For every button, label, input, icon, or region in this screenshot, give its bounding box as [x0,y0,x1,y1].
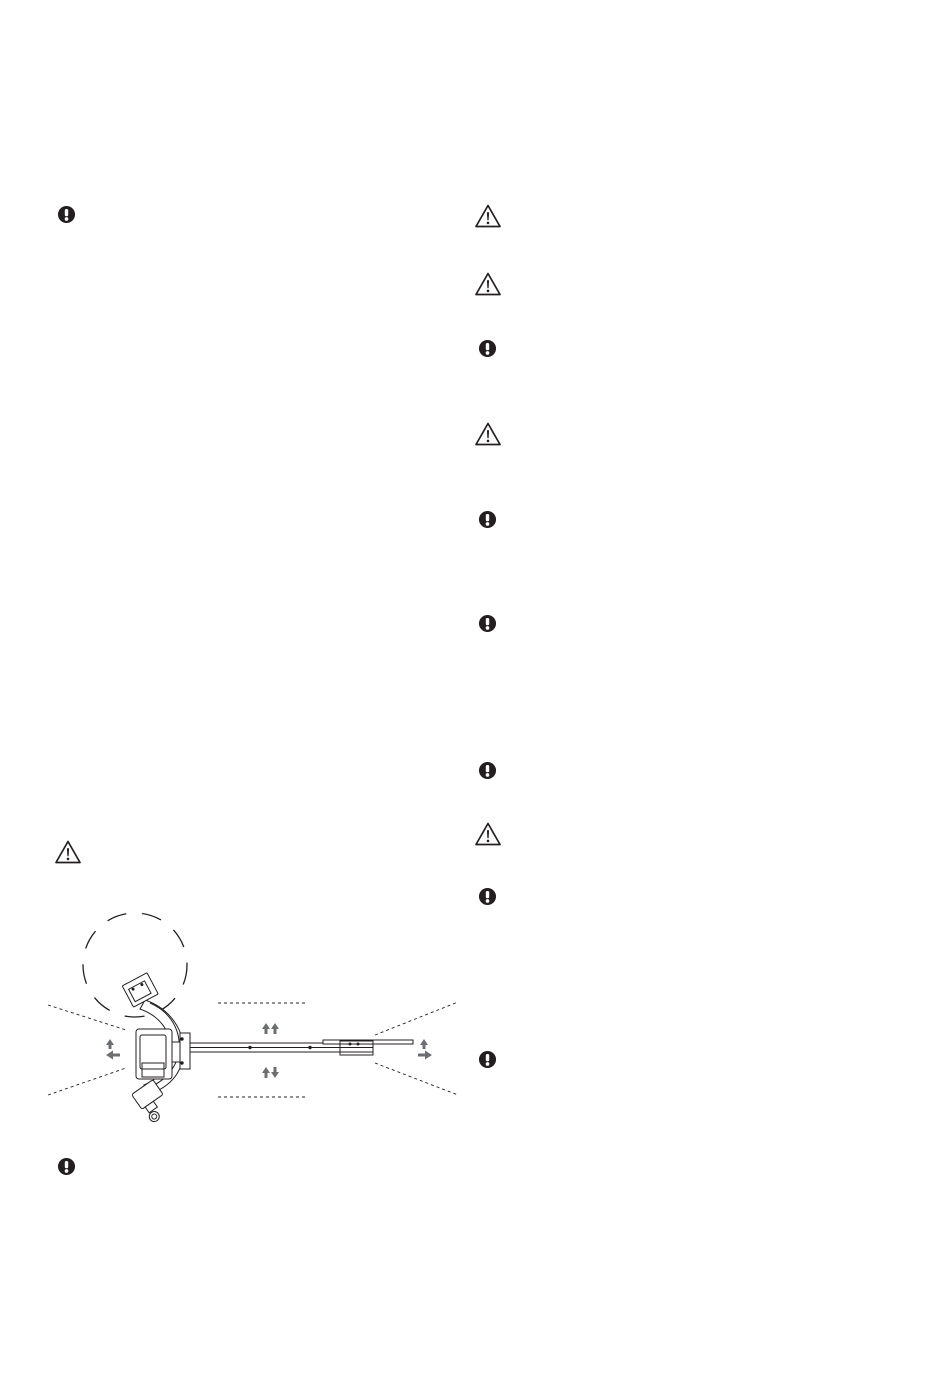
right-guide-lines [375,1002,458,1095]
notice-icon [478,1050,497,1069]
notice-icon [478,761,497,780]
warning-icon [474,421,502,447]
gimbal-top-view-diagram [40,905,470,1125]
notice-icon [478,339,497,358]
notice-icon [478,887,497,906]
notice-icon [57,1157,76,1176]
gimbal-body [122,973,190,1124]
left-guide-lines [48,1005,126,1095]
notice-icon [478,614,497,633]
warning-icon [474,203,502,229]
warning-icon [474,271,502,297]
warning-icon [54,839,82,865]
notice-icon [478,510,497,529]
extension-rod [188,1040,413,1055]
warning-icon [474,821,502,847]
notice-icon [57,205,76,224]
